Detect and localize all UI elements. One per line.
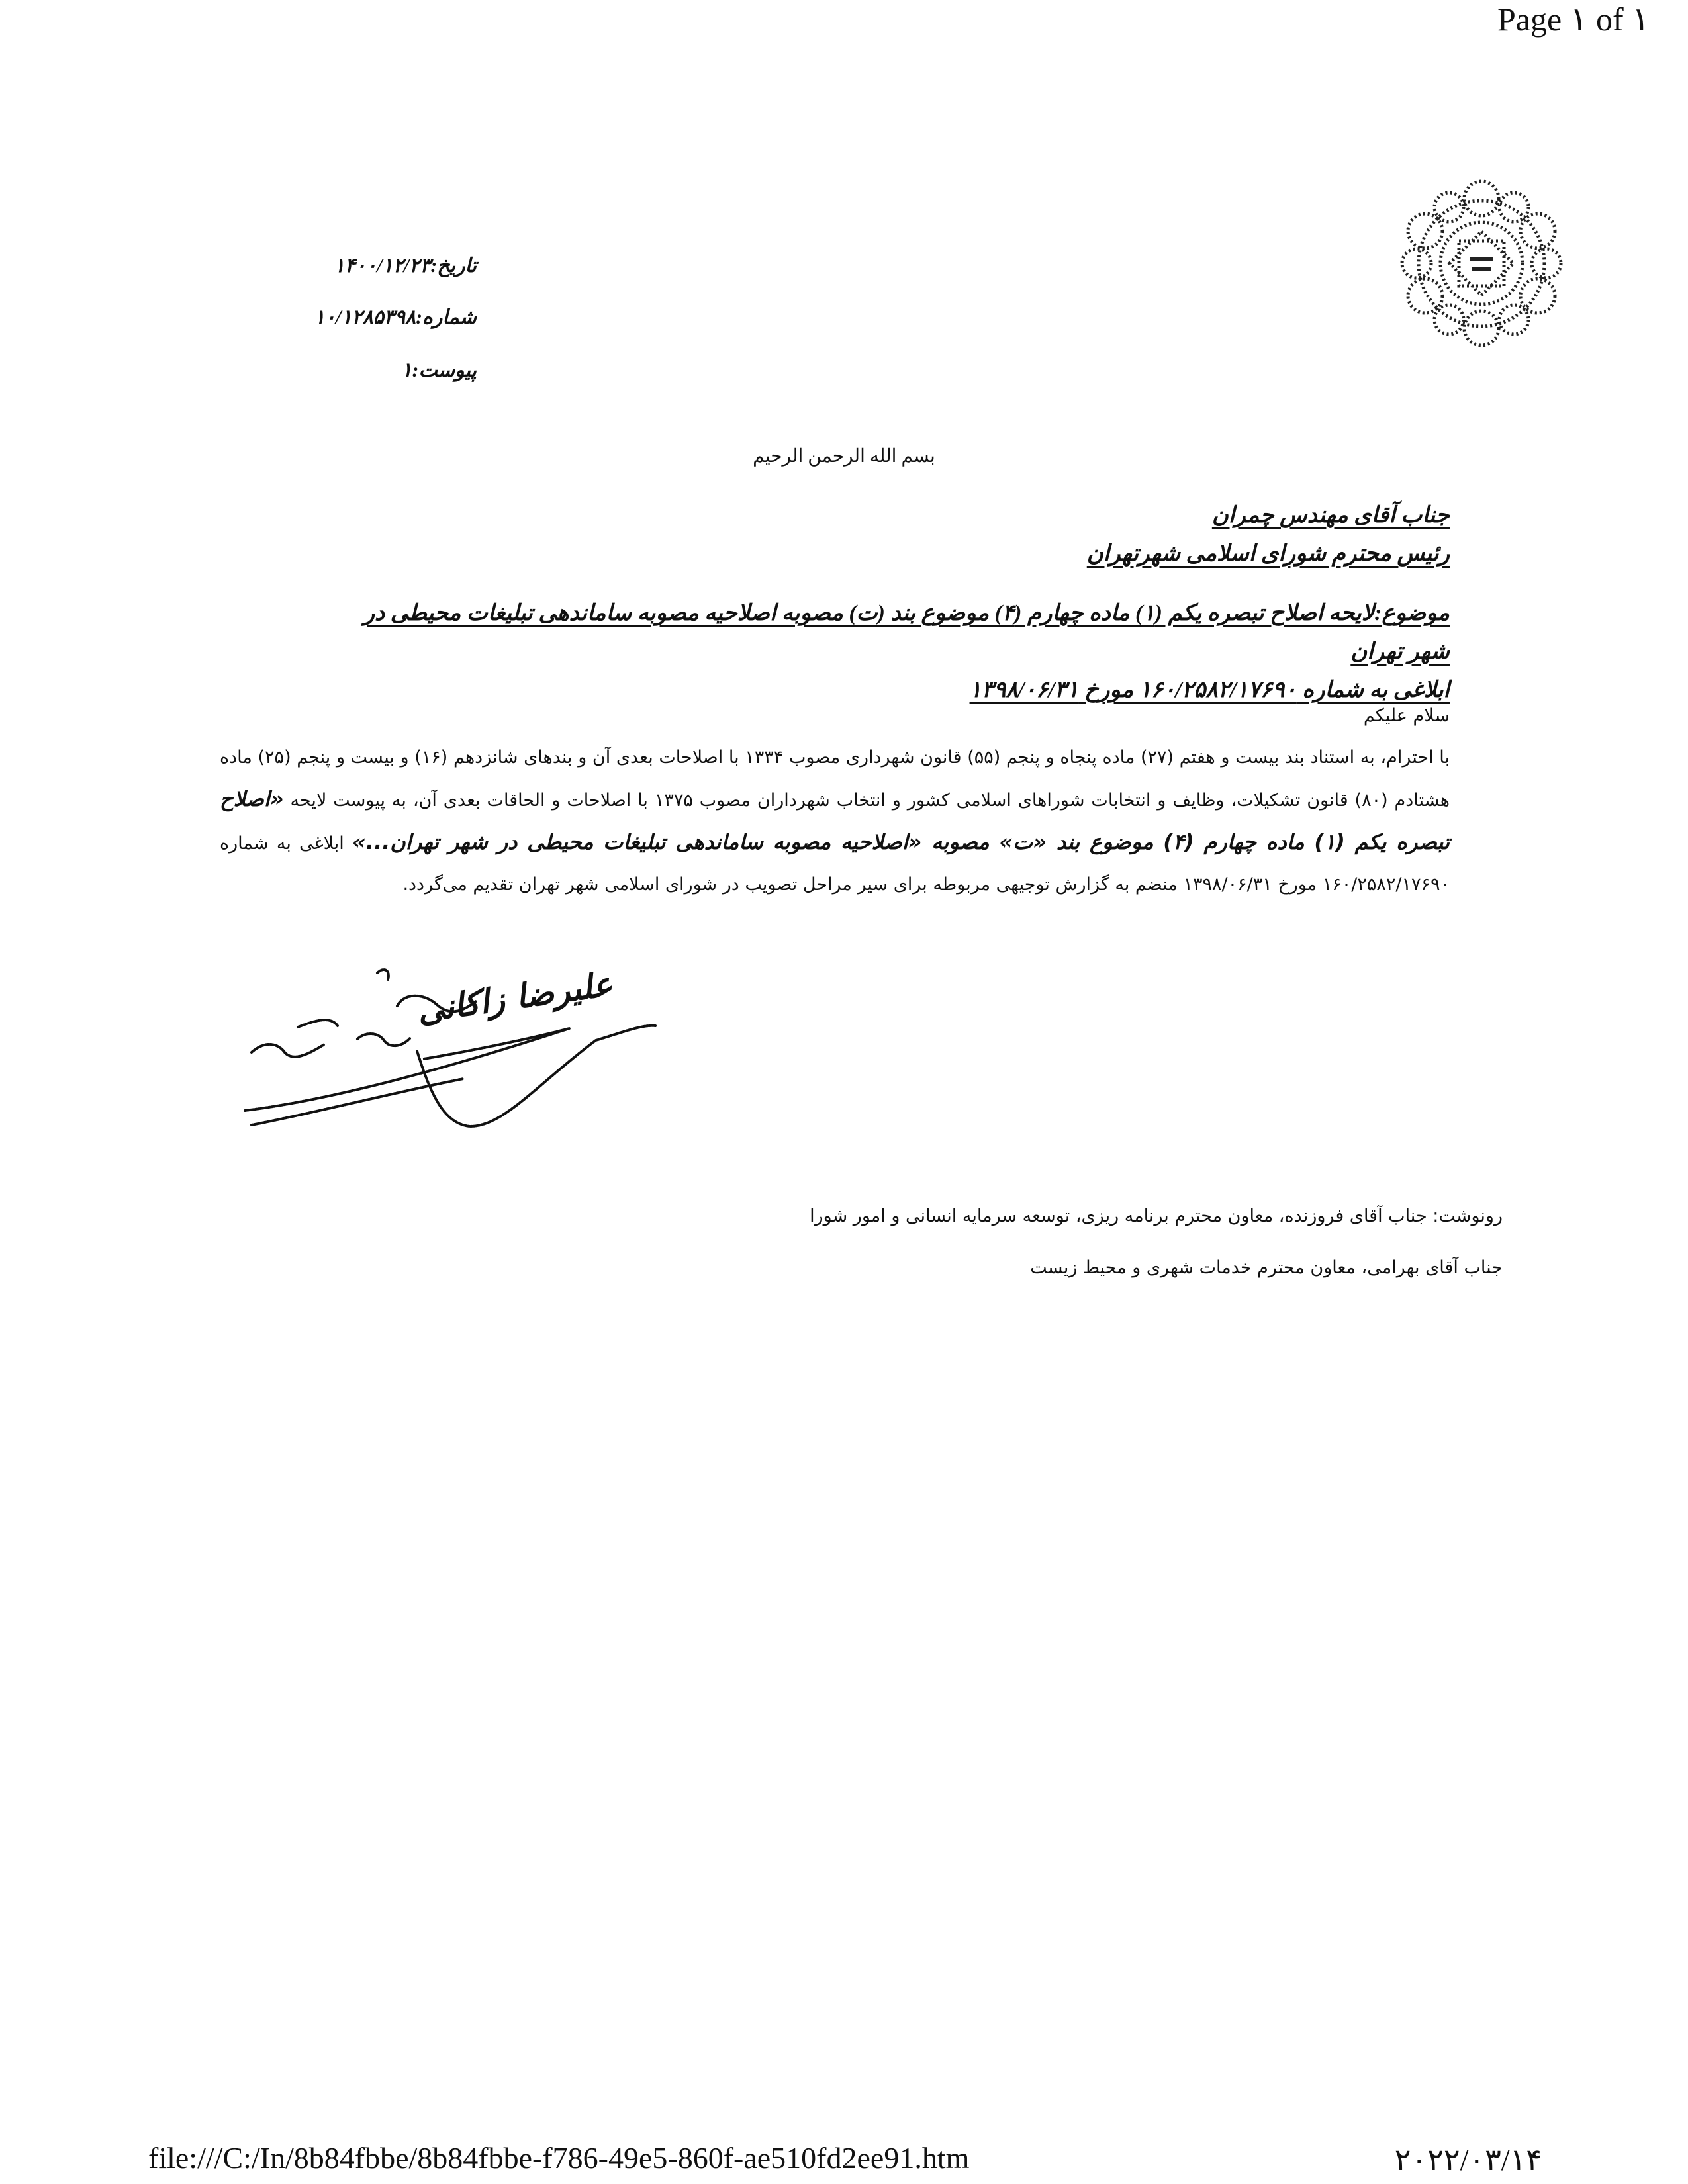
signature-name: علیرضا زاکانی — [414, 964, 615, 1030]
footer-print-date: ۲۰۲۲/۰۳/۱۴ — [1394, 2143, 1542, 2177]
body-emphasis: «اصلاح تبصره یکم (۱) ماده چهارم (۴) موضوع بند «ت» مصوبه «اصلاحیه مصوبه ساماندهی تبلیغات محیطی در شهر تهران...» — [220, 786, 1450, 854]
letter-subject — [338, 594, 1450, 709]
tehran-municipality-emblem-icon — [1382, 177, 1581, 349]
carbon-copy-2: جناب آقای بهرامی، معاون محترم خدمات شهری و محیط زیست — [1030, 1257, 1503, 1278]
letter-attachment: پیوست:۱ — [401, 359, 477, 381]
addressee-name: جناب آقای مهندس چمران — [1211, 503, 1450, 527]
greeting: سلام علیکم — [1363, 705, 1450, 726]
footer-file-url: file:///C:/In/8b84fbbe/8b84fbbe-f786-49e5-860f-ae510fd2ee91.htm — [148, 2141, 970, 2175]
letter-number: شماره:۱۰/۱۲۸۵۳۹۸ — [314, 306, 477, 328]
subject-line-2: ابلاغی به شماره ۱۶۰/۲۵۸۲/۱۷۶۹۰ مورخ ۱۳۹۸/۰۶/۳۱ — [969, 678, 1450, 702]
letter-date: تاریخ:۱۴۰۰/۱۲/۲۳ — [334, 255, 477, 277]
bismillah: بسم الله الرحمن الرحیم — [753, 446, 935, 467]
body-closing: ابلاغی به شماره ۱۶۰/۲۵۸۲/۱۷۶۹۰ مورخ ۱۳۹۸/۰۶/۳۱ منضم به گزارش توجیهی مربوطه برای سیر مراحل تصویب در شورای اسلامی شهر تهران تقدیم می‌گردد. — [220, 833, 1450, 895]
page-indicator: Page ۱ of ۱ — [1497, 1, 1650, 38]
signature-image — [225, 953, 675, 1171]
letter-body — [220, 737, 1450, 905]
addressee-title: رئیس محترم شورای اسلامی شهرتهران — [1086, 541, 1450, 566]
body-intro: با احترام، به استناد بند بیست و هفتم (۲۷) ماده پنجاه و پنجم (۵۵) قانون شهرداری مصوب ۱۳۳۴ با اصلاحات بعدی آن و بندهای شانزدهم (۱۶) و بیست و پنجم (۲۵) ماده هشتادم (۸۰) قانون تشکیلات، وظایف و انتخابات شوراهای اسلامی کشور و انتخاب شهرداران مصوب ۱۳۷۵ با اصلاحات و الحاقات بعدی آن، به پیوست لایحه — [220, 747, 1450, 811]
subject-line-1: موضوع:لایحه اصلاح تبصره یکم (۱) ماده چهارم (۴) موضوع بند (ت) مصوبه اصلاحیه مصوبه ساماندهی تبلیغات محیطی در شهر تهران — [363, 601, 1450, 664]
carbon-copy-1: رونوشت: جناب آقای فروزنده، معاون محترم برنامه ریزی، توسعه سرمایه انسانی و امور شورا — [810, 1206, 1503, 1226]
